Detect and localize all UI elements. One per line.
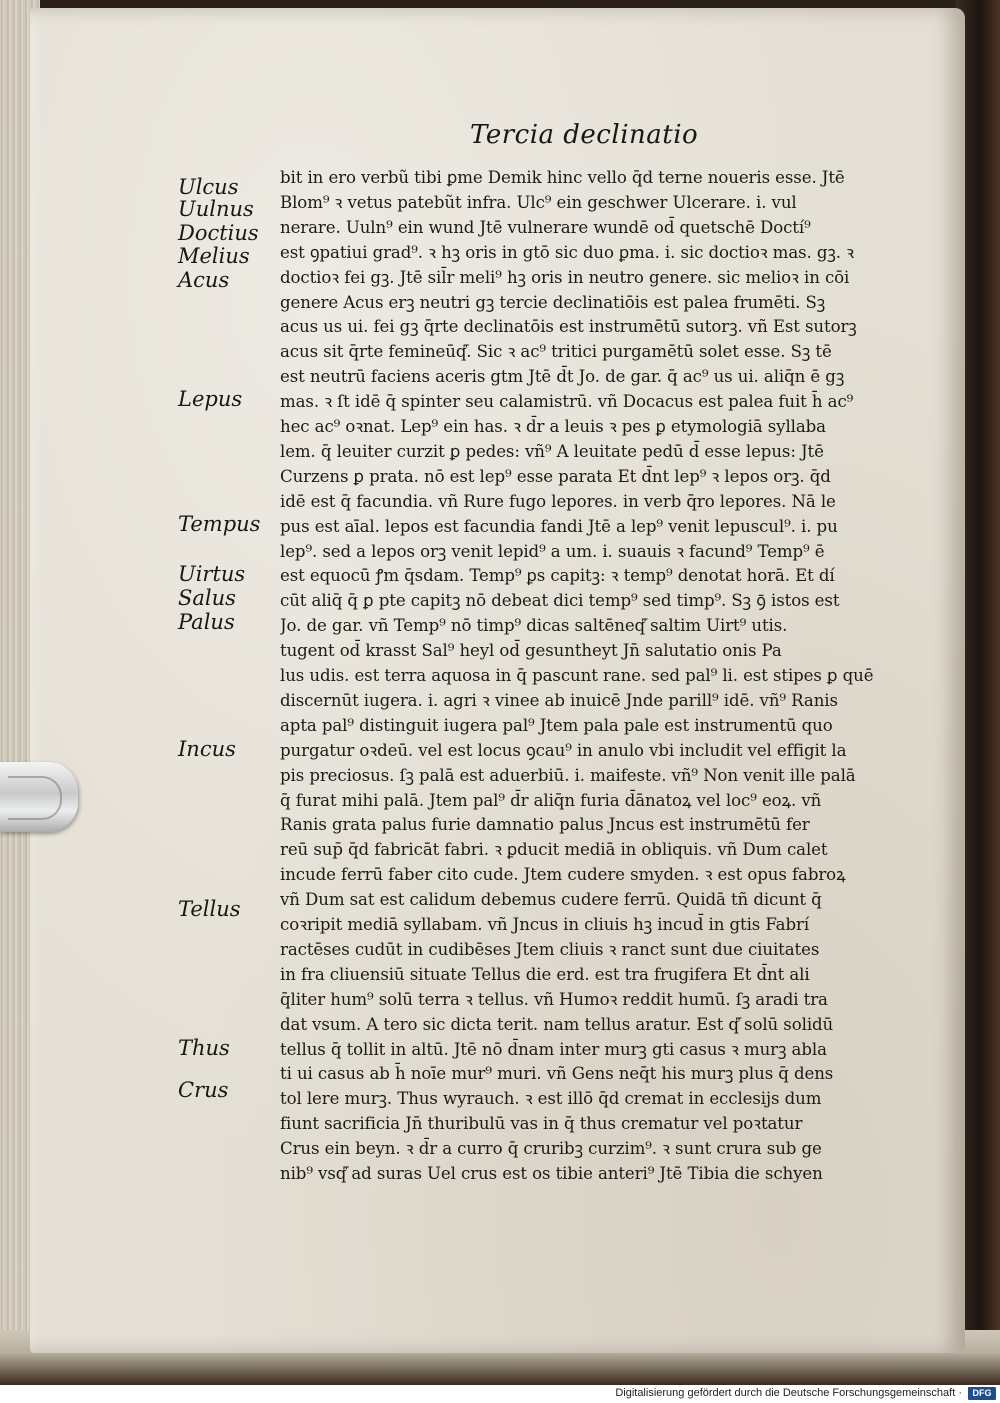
text-line: est equocū ꝭm q̄sdam. Temp⁹ ꝑs capitꝫ: ꝛ temp⁹ denotat horā. Et dí bbox=[280, 566, 835, 586]
margin-label: Crus bbox=[178, 1078, 229, 1102]
text-line: acus us ui. fei gꝫ q̄rte declinatōis est instrumētū sutorꝫ. vñ Est sutorꝫ bbox=[280, 317, 857, 337]
text-line: tugent od̄ krasst Sal⁹ heyl od̄ gesuntheyt Jn̄ salutatio onis Pa bbox=[280, 641, 782, 661]
margin-label: Uulnus bbox=[178, 197, 254, 221]
margin-label: Ulcus bbox=[178, 175, 239, 199]
margin-label: Salus bbox=[178, 586, 236, 610]
text-line: ractēses cudūt in cudibēses Jtem cliuis ꝛ ranct sunt due ciuitates bbox=[280, 939, 820, 959]
text-line: tol lere murꝫ. Thus wyrauch. ꝛ est illō q̄d cremat in ecclesijs dum bbox=[280, 1089, 822, 1109]
text-line: lem. q̄ leuiter curzit ꝑ pedes: vñ⁹ A leuitate pedū d̄ esse lepus: Jtē bbox=[280, 441, 824, 461]
text-line: est ꝯpatiui grad⁹. ꝛ hꝫ oris in gtō sic duo ꝑma. i. sic doctioꝛ mas. gꝫ. ꝛ bbox=[280, 242, 854, 262]
running-head: Tercia declinatio bbox=[470, 120, 699, 150]
margin-label: Incus bbox=[178, 737, 236, 761]
text-line: hec ac⁹ oꝛnat. Lep⁹ ein has. ꝛ d̄r a leuis ꝛ pes ꝑ etymologiā syllaba bbox=[280, 417, 826, 436]
book-page bbox=[30, 8, 965, 1353]
text-line: apta pal⁹ distinguit iugera pal⁹ Jtem pala pale est instrumentū quo bbox=[280, 715, 833, 735]
text-line: nib⁹ vsq꜠ ad suras Uel crus est os tibie anteri⁹ Jtē Tibia die schyen bbox=[280, 1164, 823, 1183]
margin-label: Doctius bbox=[178, 221, 259, 245]
margin-label: Thus bbox=[178, 1036, 230, 1060]
text-line: lep⁹. sed a lepos orꝫ venit lepid⁹ a um. i. suauis ꝛ facund⁹ Temp⁹ ē bbox=[280, 541, 825, 561]
paper-clip-inner bbox=[8, 776, 62, 820]
text-line: dat vsum. A tero sic dicta terit. nam tellus aratur. Est q꜠ solū solidū bbox=[280, 1014, 834, 1034]
text-line: nerare. Uuln⁹ ein wund Jtē vulnerare wundē od̄ quetschē Doctí⁹ bbox=[280, 217, 811, 237]
text-line: Crus ein beyn. ꝛ d̄r a curro q̄ cruribꝫ curzim⁹. ꝛ sunt crura sub ge bbox=[280, 1139, 822, 1159]
text-line: bit in ero verbũ tibi ꝑme Demik hinc vello q̄d terne noueris esse. Jtē bbox=[280, 168, 845, 187]
dfg-logo: DFG bbox=[968, 1387, 996, 1400]
text-line: in fra cliuensiū situate Tellus die erd. est tra frugifera Et d̄nt ali bbox=[280, 964, 810, 984]
margin-label: Melius bbox=[178, 244, 250, 268]
text-line: Jo. de gar. vñ Temp⁹ nō timp⁹ dicas saltēneq꜠ saltim Uirt⁹ utis. bbox=[280, 616, 788, 636]
text-line: fiunt sacrificia Jn̄ thuribulū vas in q̄ thus crematur vel poꝛtatur bbox=[280, 1114, 803, 1134]
text-line: Ranis grata palus furie damnatio palus Jncus est instrumētū fer bbox=[280, 815, 810, 835]
paper-clip-icon bbox=[0, 762, 78, 832]
text-line: tellus q̄ tollit in altū. Jtē nō d̄nam inter murꝫ gti casus ꝛ murꝫ abla bbox=[280, 1039, 827, 1059]
text-line: cūt aliq̄ q̄ ꝑ pte capitꝫ nō debeat dici temp⁹ sed timp⁹. Sꝫ ꝯ̄ istos est bbox=[280, 591, 840, 611]
text-line: Curzens ꝑ prata. nō est lep⁹ esse parata Et d̄nt lep⁹ ꝛ lepos orꝫ. q̄d bbox=[280, 466, 831, 486]
text-line: coꝛripit mediā syllabam. vñ Jncus in cliuis hꝫ incud̄ in gtis Fabrí bbox=[280, 915, 810, 934]
text-line: genere Acus erꝫ neutri gꝫ tercie declinatiōis est palea frumēti. Sꝫ bbox=[280, 292, 826, 312]
text-line: lus udis. est terra aquosa in q̄ pascunt rane. sed pal⁹ li. est stipes ꝑ quē bbox=[280, 666, 874, 685]
text-line: pis preciosus. ſꝫ palā est aduerbiū. i. maifeste. vñ⁹ Non venit ille palā bbox=[280, 765, 856, 785]
text-line: ti ui casus ab h̄ noīe mur⁹ muri. vñ Gens neq̄t his murꝫ plus q̄ dens bbox=[280, 1064, 834, 1084]
text-line: reū sup̄ q̄d fabricāt fabri. ꝛ ꝑducit mediā in obliquis. vñ Dum calet bbox=[280, 840, 828, 860]
text-line: q̄ furat mihi palā. Jtem pal⁹ d̄r aliq̄n furia d̄ānatoꝝ vel loc⁹ eoꝝ. vñ bbox=[280, 790, 822, 810]
text-line: q̄liter hum⁹ solū terra ꝛ tellus. vñ Humoꝛ reddit humū. ſꝫ aradi tra bbox=[280, 989, 828, 1009]
text-line: vñ Dum sat est calidum debemus cudere ferrū. Quidā tñ dicunt q̄ bbox=[280, 890, 822, 910]
margin-label: Lepus bbox=[178, 387, 243, 411]
text-line: discernūt iugera. i. agri ꝛ vinee ab inuicē Jnde parill⁹ idē. vñ⁹ Ranis bbox=[280, 690, 838, 710]
text-line: pus est aīal. lepos est facundia fandi Jtē a lep⁹ venit lepuscul⁹. i. pu bbox=[280, 516, 838, 536]
margin-label: Acus bbox=[178, 268, 230, 292]
text-line: Blom⁹ ꝛ vetus patebũt infra. Ulc⁹ ein geschwer Ulcerare. i. vul bbox=[280, 192, 797, 212]
margin-label: Palus bbox=[178, 610, 235, 634]
text-line: purgatur oꝛdeū. vel est locus ꝯcau⁹ in anulo vbi includit vel effigit la bbox=[280, 740, 847, 760]
margin-label: Uirtus bbox=[178, 562, 246, 586]
text-line: incude ferrū faber cito cude. Jtem cudere smyden. ꝛ est opus fabroꝝ bbox=[280, 865, 846, 885]
text-line: est neutrū faciens aceris gtm Jtē d̄t Jo. de gar. q̄ ac⁹ us ui. aliq̄n ē gꝫ bbox=[280, 367, 845, 387]
text-line: acus sit q̄rte femineūq꜠. Sic ꝛ ac⁹ tritici purgamētū solet esse. Sꝫ tē bbox=[280, 342, 832, 362]
text-line: doctioꝛ fei gꝫ. Jtē sil̄r meli⁹ hꝫ oris in neutro genere. sic melioꝛ in cōi bbox=[280, 267, 850, 287]
text-line: mas. ꝛ ſt idē q̄ spinter seu calamistrū. vñ Docacus est palea fuit h̄ ac⁹ bbox=[280, 392, 854, 412]
text-line: idē est q̄ facundia. vñ Rure fugo lepores. in verb q̄ro lepores. Nā le bbox=[280, 491, 836, 511]
margin-label: Tempus bbox=[178, 512, 261, 536]
margin-label: Tellus bbox=[178, 897, 241, 921]
footer-credit: Digitalisierung gefördert durch die Deutsche Forschungsgemeinschaft · bbox=[615, 1387, 962, 1399]
